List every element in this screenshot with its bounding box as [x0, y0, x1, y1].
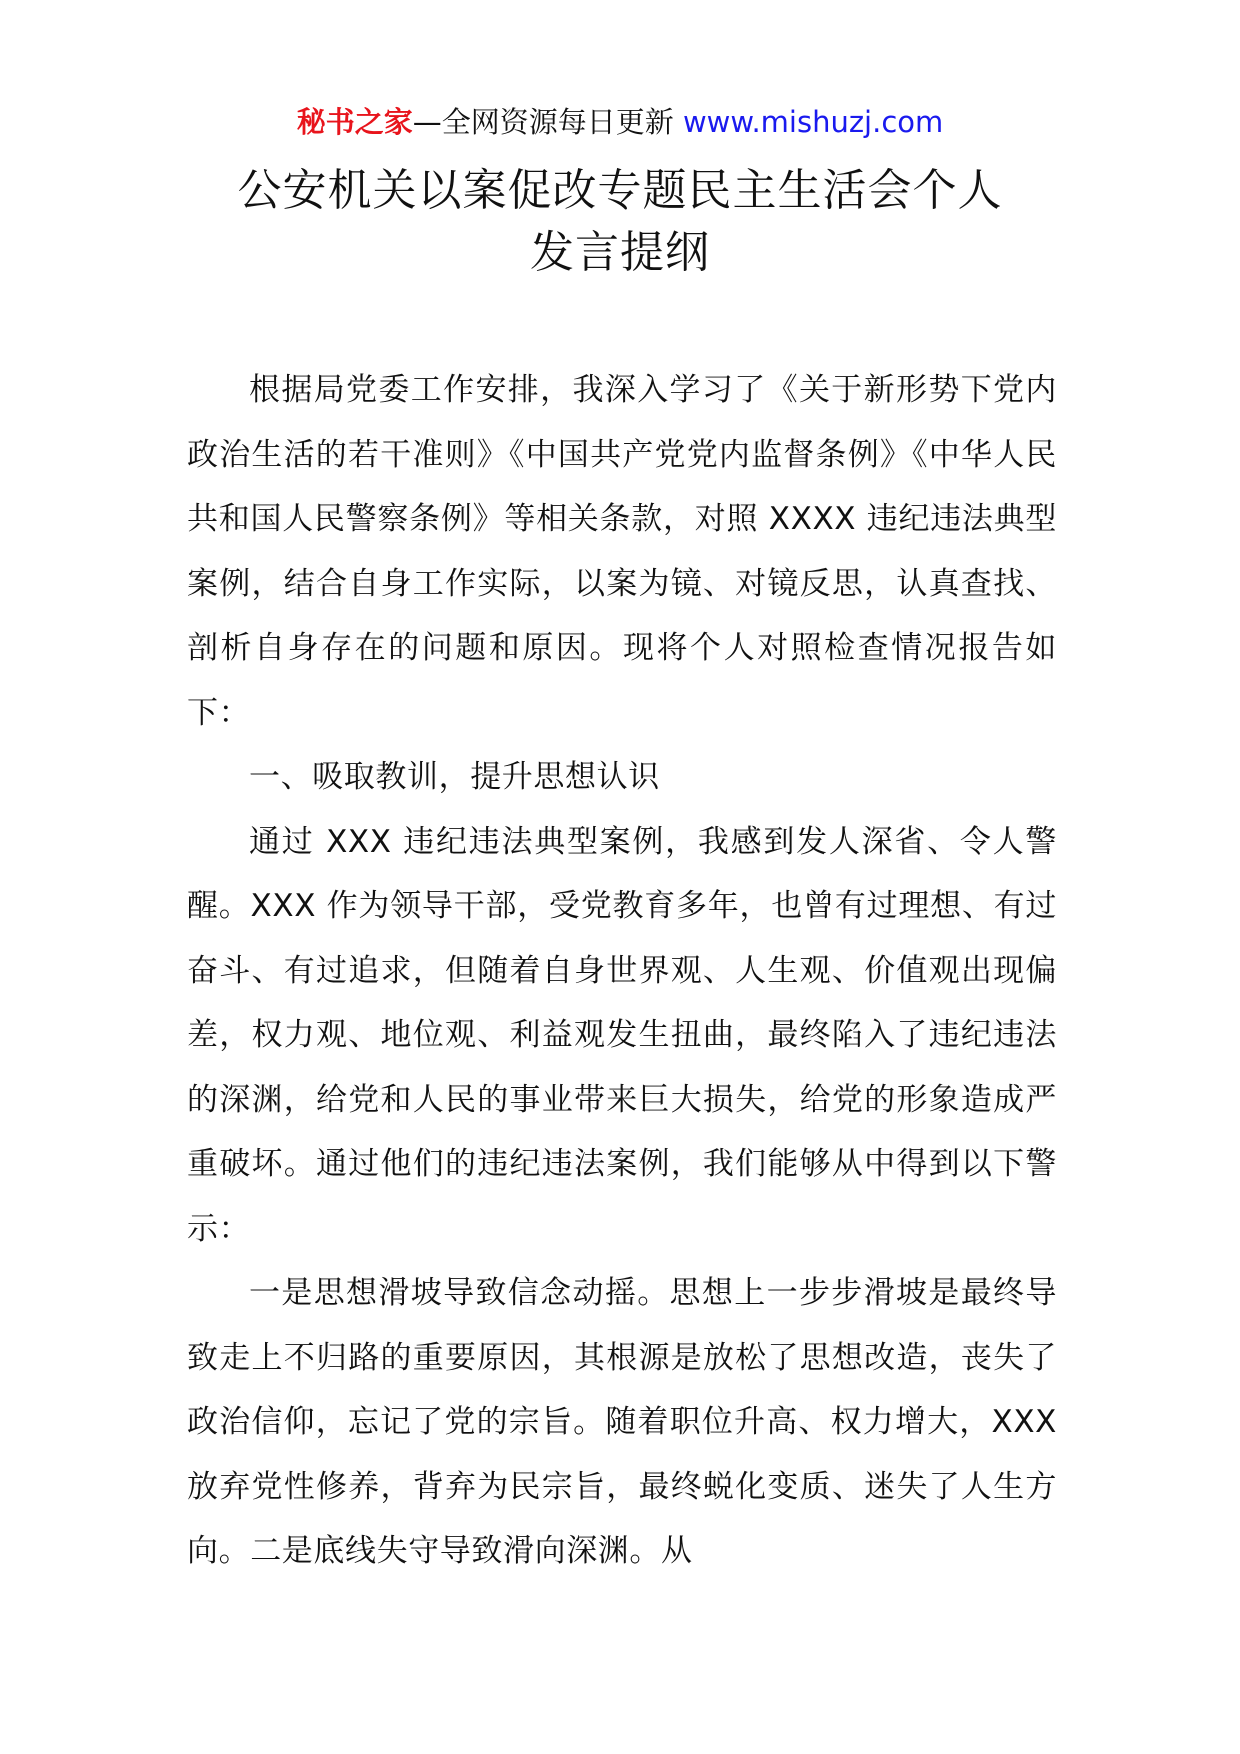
title-line-2: 发言提纲 [530, 227, 710, 278]
document-body [187, 358, 1057, 1584]
section-heading-1: 一、吸取教训，提升思想认识 [249, 759, 660, 795]
paragraph-intro: 根据局党委工作安排，我深入学习了《关于新形势下党内政治生活的若干准则》《中国共产党党内监督条例》《中华人民共和国人民警察条例》等相关条款，对照 XXXX 违纪违法典型案例，结合自身工作实际，以案为镜、对镜反思，认真查找、剖析自身存在的问题和原因。现将个人对照检查情况报告如下： [187, 372, 1057, 731]
site-header [0, 102, 1240, 142]
title-line-1: 公安机关以案促改专题民主生活会个人 [237, 165, 1003, 216]
brand-name: 秘书之家 [296, 105, 413, 139]
site-url[interactable]: www.mishuzj.com [682, 105, 944, 139]
paragraph-warnings: 一是思想滑坡导致信念动摇。思想上一步步滑坡是最终导致走上不归路的重要原因，其根源是放松了思想改造，丧失了政治信仰，忘记了党的宗旨。随着职位升高、权力增大，XXX 放弃党性修养，背弃为民宗旨，最终蜕化变质、迷失了人生方向。二是底线失守导致滑向深渊。从 [187, 1275, 1057, 1569]
document-title [150, 160, 1090, 284]
header-slogan: —全网资源每日更新 [412, 105, 674, 139]
paragraph-case-reflection: 通过 XXX 违纪违法典型案例，我感到发人深省、令人警醒。XXX 作为领导干部，受党教育多年，也曾有过理想、有过奋斗、有过追求，但随着自身世界观、人生观、价值观出现偏差，权力观、地位观、利益观发生扭曲，最终陷入了违纪违法的深渊，给党和人民的事业带来巨大损失，给党的形象造成严重破坏。通过他们的违纪违法案例，我们能够从中得到以下警示： [187, 823, 1057, 1247]
